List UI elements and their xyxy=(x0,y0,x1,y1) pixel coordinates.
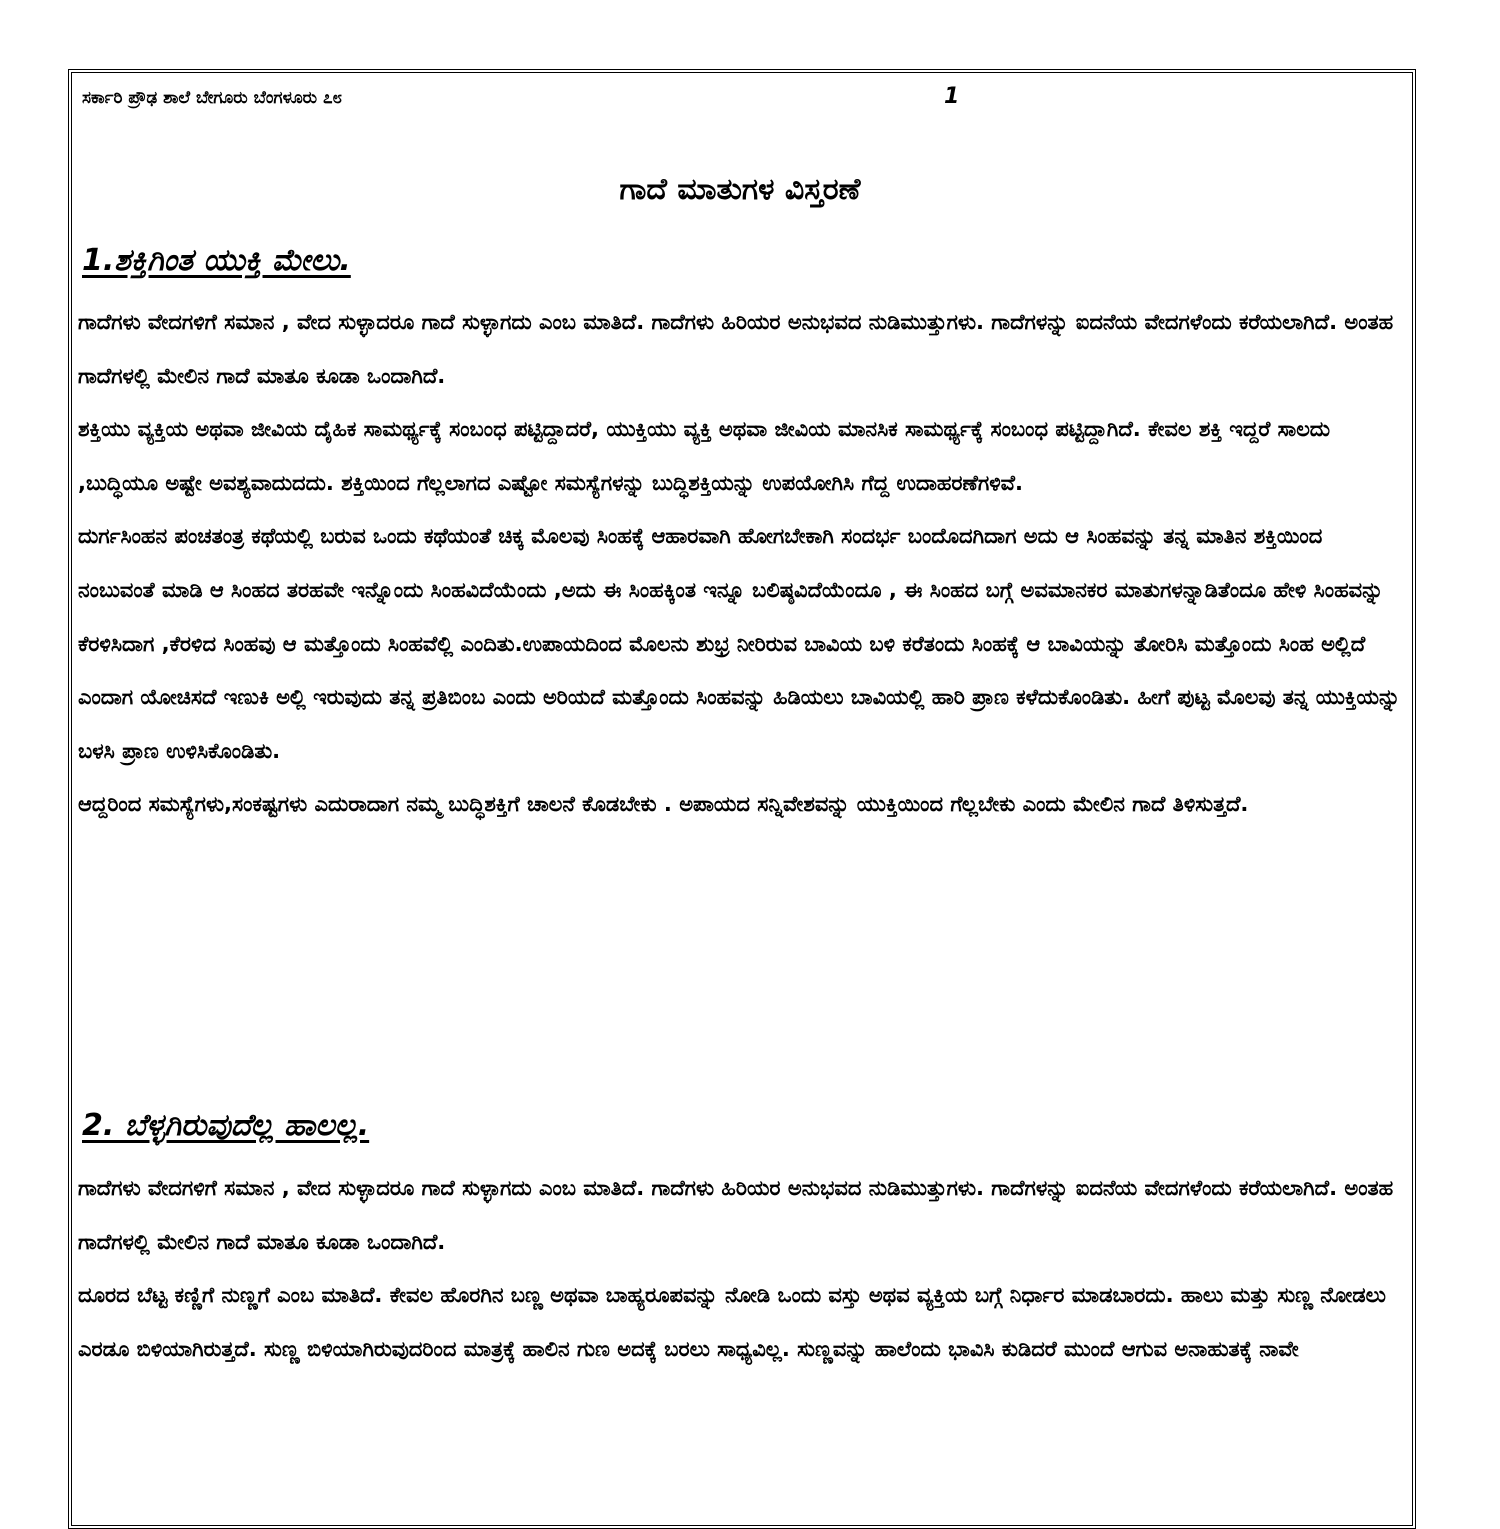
paragraph: ಶಕ್ತಿಯು ವ್ಯಕ್ತಿಯ ಅಥವಾ ಜೀವಿಯ ದೈಹಿಕ ಸಾಮರ್ಥ್ಯಕ್ಕೆ ಸಂಬಂಧ ಪಟ್ಟಿದ್ದಾದರೆ, ಯುಕ್ತಿಯು ವ್ಯಕ್ತಿ ಅಥವಾ ಜೀವಿಯ ಮಾನಸಿಕ ಸಾಮರ್ಥ್ಯಕ್ಕೆ ಸಂಬಂಧ ಪಟ್ಟಿದ್ದಾಗಿದೆ. ಕೇವಲ ಶಕ್ತಿ ಇದ್ದರೆ ಸಾಲದು ,ಬುದ್ಧಿಯೂ ಅಷ್ಟೇ ಅವಶ್ಯವಾದುದದು. ಶಕ್ತಿಯಿಂದ ಗೆಲ್ಲಲಾಗದ ಎಷ್ಟೋ ಸಮಸ್ಯೆಗಳನ್ನು ಬುದ್ಧಿಶಕ್ತಿಯನ್ನು ಉಪಯೋಗಿಸಿ ಗೆದ್ದ ಉದಾಹರಣೆಗಳಿವೆ. xyxy=(78,417,1331,495)
paragraph: ದುರ್ಗಸಿಂಹನ ಪಂಚತಂತ್ರ ಕಥೆಯಲ್ಲಿ ಬರುವ ಒಂದು ಕಥೆಯಂತೆ ಚಿಕ್ಕ ಮೊಲವು ಸಿಂಹಕ್ಕೆ ಆಹಾರವಾಗಿ ಹೋಗಬೇಕಾಗಿ ಸಂದರ್ಭ ಬಂದೊದಗಿದಾಗ ಅದು ಆ ಸಿಂಹವನ್ನು ತನ್ನ ಮಾತಿನ ಶಕ್ತಿಯಿಂದ ನಂಬುವಂತೆ ಮಾಡಿ ಆ ಸಿಂಹದ ತರಹವೇ ಇನ್ನೊಂದು ಸಿಂಹವಿದೆಯೆಂದು ,ಅದು ಈ ಸಿಂಹಕ್ಕಿಂತ ಇನ್ನೂ ಬಲಿಷ್ಠವಿದೆಯೆಂದೂ , ಈ ಸಿಂಹದ ಬಗ್ಗೆ ಅವಮಾನಕರ ಮಾತುಗಳನ್ನಾಡಿತೆಂದೂ ಹೇಳಿ ಸಿಂಹವನ್ನು ಕೆರಳಿಸಿದಾಗ ,ಕೆರಳಿದ ಸಿಂಹವು ಆ ಮತ್ತೊಂದು ಸಿಂಹವೆಲ್ಲಿ ಎಂದಿತು.ಉಪಾಯದಿಂದ ಮೊಲನು ಶುಭ್ರ ನೀರಿರುವ ಬಾವಿಯ ಬಳಿ ಕರೆತಂದು ಸಿಂಹಕ್ಕೆ ಆ ಬಾವಿಯನ್ನು ತೋರಿಸಿ ಮತ್ತೊಂದು ಸಿಂಹ ಅಲ್ಲಿದೆ ಎಂದಾಗ ಯೋಚಿಸದೆ ಇಣುಕಿ ಅಲ್ಲಿ ಇರುವುದು ತನ್ನ ಪ್ರತಿಬಿಂಬ ಎಂದು ಅರಿಯದೆ ಮತ್ತೊಂದು ಸಿಂಹವನ್ನು ಹಿಡಿಯಲು ಬಾವಿಯಲ್ಲಿ ಹಾರಿ ಪ್ರಾಣ ಕಳೆದುಕೊಂಡಿತು. ಹೀಗೆ ಪುಟ್ಟ ಮೊಲವು ತನ್ನ ಯುಕ್ತಿಯನ್ನು ಬಳಸಿ ಪ್ರಾಣ ಉಳಿಸಿಕೊಂಡಿತು. xyxy=(78,524,1401,763)
section-body-2 xyxy=(78,1162,1406,1376)
section-heading-1: 1.ಶಕ್ತಿಗಿಂತ ಯುಕ್ತಿ ಮೇಲು. xyxy=(82,243,351,278)
paragraph: ದೂರದ ಬೆಟ್ಟ ಕಣ್ಣಿಗೆ ನುಣ್ಣಗೆ ಎಂಬ ಮಾತಿದೆ. ಕೇವಲ ಹೊರಗಿನ ಬಣ್ಣ ಅಥವಾ ಬಾಹ್ಯರೂಪವನ್ನು ನೋಡಿ ಒಂದು ವಸ್ತು ಅಥವ ವ್ಯಕ್ತಿಯ ಬಗ್ಗೆ ನಿರ್ಧಾರ ಮಾಡಬಾರದು. ಹಾಲು ಮತ್ತು ಸುಣ್ಣ ನೋಡಲು ಎರಡೂ ಬಿಳಿಯಾಗಿರುತ್ತದೆ. ಸುಣ್ಣ ಬಿಳಿಯಾಗಿರುವುದರಿಂದ ಮಾತ್ರಕ್ಕೆ ಹಾಲಿನ ಗುಣ ಅದಕ್ಕೆ ಬರಲು ಸಾಧ್ಯವಿಲ್ಲ. ಸುಣ್ಣವನ್ನು ಹಾಲೆಂದು ಭಾವಿಸಿ ಕುಡಿದರೆ ಮುಂದೆ ಆಗುವ ಅನಾಹುತಕ್ಕೆ ನಾವೇ xyxy=(78,1283,1386,1361)
paragraph: ಆದ್ದರಿಂದ ಸಮಸ್ಯೆಗಳು,ಸಂಕಷ್ಟಗಳು ಎದುರಾದಾಗ ನಮ್ಮ ಬುದ್ಧಿಶಕ್ತಿಗೆ ಚಾಲನೆ ಕೊಡಬೇಕು . ಅಪಾಯದ ಸನ್ನಿವೇಶವನ್ನು ಯುಕ್ತಿಯಿಂದ ಗೆಲ್ಲಬೇಕು ಎಂದು ಮೇಲಿನ ಗಾದೆ ತಿಳಿಸುತ್ತದೆ. xyxy=(78,792,1249,817)
section-heading-2: 2. ಬೆಳ್ಳಗಿರುವುದೆಲ್ಲ ಹಾಲಲ್ಲ. xyxy=(82,1108,370,1143)
page-number: 1 xyxy=(944,84,960,109)
page-header xyxy=(82,84,1402,118)
section-body-1 xyxy=(78,296,1406,832)
paragraph: ಗಾದೆಗಳು ವೇದಗಳಿಗೆ ಸಮಾನ , ವೇದ ಸುಳ್ಳಾದರೂ ಗಾದೆ ಸುಳ್ಳಾಗದು ಎಂಬ ಮಾತಿದೆ. ಗಾದೆಗಳು ಹಿರಿಯರ ಅನುಭವದ ನುಡಿಮುತ್ತುಗಳು. ಗಾದೆಗಳನ್ನು ಐದನೆಯ ವೇದಗಳೆಂದು ಕರೆಯಲಾಗಿದೆ. ಅಂತಹ ಗಾದೆಗಳಲ್ಲಿ ಮೇಲಿನ ಗಾದೆ ಮಾತೂ ಕೂಡಾ ಒಂದಾಗಿದೆ. xyxy=(78,310,1394,388)
document-title: ಗಾದೆ ಮಾತುಗಳ ವಿಸ್ತರಣೆ xyxy=(619,172,861,207)
school-name: ಸರ್ಕಾರಿ ಪ್ರೌಢ ಶಾಲೆ ಬೇಗೂರು ಬೆಂಗಳೂರು ೭೮ xyxy=(82,88,343,108)
paragraph: ಗಾದೆಗಳು ವೇದಗಳಿಗೆ ಸಮಾನ , ವೇದ ಸುಳ್ಳಾದರೂ ಗಾದೆ ಸುಳ್ಳಾಗದು ಎಂಬ ಮಾತಿದೆ. ಗಾದೆಗಳು ಹಿರಿಯರ ಅನುಭವದ ನುಡಿಮುತ್ತುಗಳು. ಗಾದೆಗಳನ್ನು ಐದನೆಯ ವೇದಗಳೆಂದು ಕರೆಯಲಾಗಿದೆ. ಅಂತಹ ಗಾದೆಗಳಲ್ಲಿ ಮೇಲಿನ ಗಾದೆ ಮಾತೂ ಕೂಡಾ ಒಂದಾಗಿದೆ. xyxy=(78,1176,1394,1254)
